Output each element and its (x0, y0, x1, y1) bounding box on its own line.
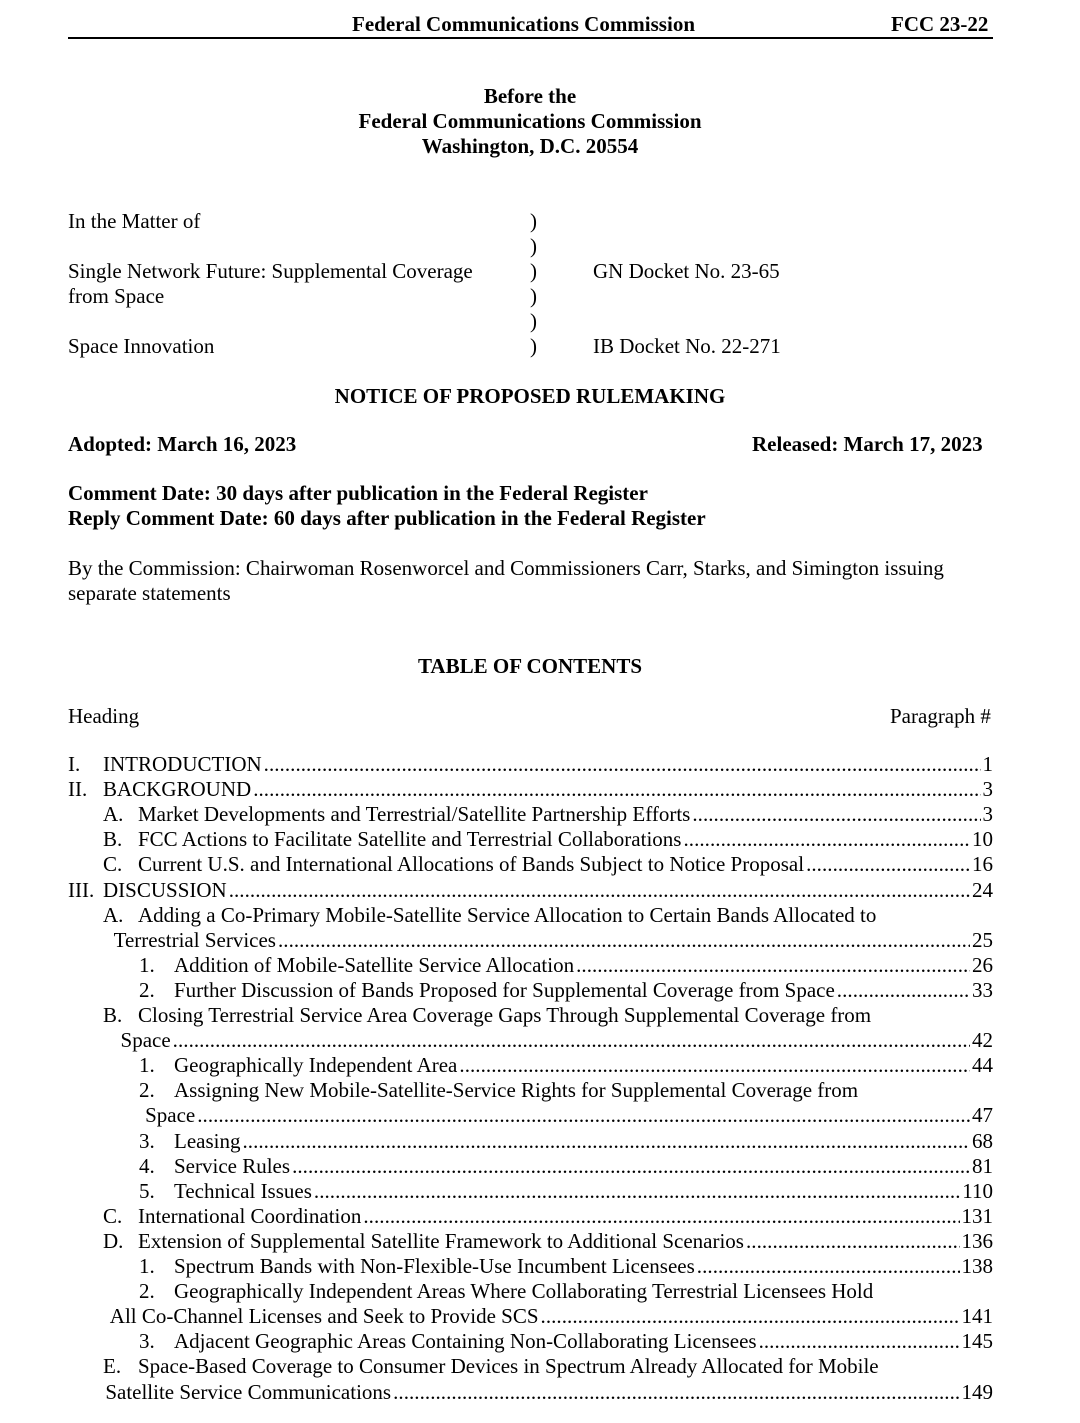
toc-entry[interactable] (68, 1003, 993, 1028)
toc-entry-number: B. (103, 827, 123, 852)
toc-entry-title: Extension of Supplemental Satellite Framework to Additional Scenarios (138, 1228, 744, 1253)
toc-entry-title-continued: Satellite Service Communications (105, 1379, 392, 1404)
matter-item-1-line-1: Single Network Future: Supplemental Coverage (68, 259, 473, 283)
toc-entry-title-continued: All Co-Channel Licenses and Seek to Provide SCS (109, 1304, 539, 1329)
toc-dot-leader (576, 953, 970, 978)
toc-entry-number: 4. (139, 1153, 155, 1178)
toc-entry-number: B. (103, 1003, 123, 1027)
toc-entry-paragraph-number: 3 (982, 777, 993, 802)
toc-entry-title: FCC Actions to Facilitate Satellite and Terrestrial Collaborations (138, 827, 682, 852)
toc-entry-paragraph-number: 16 (972, 852, 993, 877)
toc-entry-number: C. (103, 1203, 123, 1228)
toc-entry[interactable] (68, 1254, 993, 1279)
toc-dot-leader (197, 1103, 970, 1128)
toc-entry-title: Market Developments and Terrestrial/Satellite Partnership Efforts (138, 802, 691, 827)
toc-entry-title-continued: Terrestrial Services (113, 927, 276, 952)
toc-entry[interactable] (68, 1204, 993, 1229)
toc-entry[interactable] (68, 827, 993, 852)
toc-dot-leader (697, 1254, 960, 1279)
toc-entry[interactable] (68, 878, 993, 903)
toc-entry-title: Spectrum Bands with Non-Flexible-Use Incumbent Licensees (174, 1254, 695, 1278)
docket-number-ib: IB Docket No. 22-271 (593, 334, 781, 358)
header-rule (68, 37, 993, 39)
toc-entry-number: 3. (139, 1329, 155, 1354)
running-header-doc-number: FCC 23-22 (891, 12, 989, 36)
toc-entry-paragraph-number: 1 (982, 752, 993, 776)
toc-dot-leader (242, 1129, 970, 1154)
toc-entry-paragraph-number: 138 (961, 1254, 993, 1278)
reply-comment-date: Reply Comment Date: 60 days after publication in the Federal Register (68, 506, 706, 530)
toc-entry-paragraph-number: 47 (972, 1103, 993, 1128)
toc-entry-number: II. (68, 777, 88, 802)
toc-entry-number: 3. (139, 1128, 155, 1153)
released-date: Released: March 17, 2023 (752, 432, 983, 456)
toc-entry-title: Technical Issues (174, 1178, 312, 1203)
toc-dot-leader (292, 1154, 970, 1179)
matter-item-2: Space Innovation (68, 334, 215, 358)
toc-entry-paragraph-number: 33 (972, 977, 993, 1002)
toc-entry-title: Geographically Independent Areas Where Collaborating Terrestrial Licensees Hold (174, 1279, 874, 1304)
toc-entry[interactable] (68, 978, 993, 1003)
toc-entry-paragraph-number: 25 (972, 927, 993, 952)
in-the-matter-label: In the Matter of (68, 209, 201, 233)
toc-dot-leader (314, 1179, 960, 1204)
toc-entry-number: C. (103, 852, 123, 877)
toc-entry-paragraph-number: 68 (972, 1128, 993, 1153)
toc-entry-number: 2. (139, 1078, 155, 1103)
caption-paren: ) (530, 259, 537, 283)
toc-entry[interactable] (68, 1279, 993, 1304)
toc-entry-continuation[interactable] (68, 1304, 993, 1329)
toc-entry-number: 2. (139, 1279, 155, 1304)
caption-line-2: Federal Communications Commission (358, 109, 702, 133)
caption-paren: ) (530, 209, 537, 233)
caption-paren: ) (530, 334, 537, 358)
toc-entry-paragraph-number: 3 (982, 802, 993, 827)
running-header-agency: Federal Communications Commission (352, 12, 695, 36)
toc-entry-title: International Coordination (138, 1203, 362, 1228)
toc-entry[interactable] (68, 1229, 993, 1254)
toc-dot-leader (173, 1028, 970, 1053)
toc-dot-leader (806, 852, 970, 877)
toc-column-heading: Heading (68, 704, 140, 728)
toc-dot-leader (393, 1380, 959, 1405)
caption-paren: ) (530, 234, 537, 258)
by-commission-line-1: By the Commission: Chairwoman Rosenworcel and Commissioners Carr, Starks, and Simington issuing (68, 556, 944, 580)
toc-title: TABLE OF CONTENTS (417, 654, 643, 678)
toc-entry-continuation[interactable] (68, 1380, 993, 1405)
toc-entry-paragraph-number: 10 (972, 827, 993, 852)
toc-entry-number: A. (103, 802, 124, 827)
matter-item-1-line-2: from Space (68, 284, 165, 308)
toc-entry[interactable] (68, 752, 993, 777)
toc-entry[interactable] (68, 1329, 993, 1354)
toc-entry-title: DISCUSSION (103, 877, 227, 902)
comment-date: Comment Date: 30 days after publication in the Federal Register (68, 481, 648, 505)
toc-dot-leader (759, 1329, 960, 1354)
toc-entry-continuation[interactable] (68, 1103, 993, 1128)
toc-entry-paragraph-number: 24 (972, 877, 993, 902)
toc-entry-paragraph-number: 110 (962, 1178, 993, 1203)
toc-entry-title: Adjacent Geographic Areas Containing Non-Collaborating Licensees (174, 1329, 757, 1354)
toc-entry-number: 1. (139, 1254, 155, 1278)
toc-entry-title: Current U.S. and International Allocations of Bands Subject to Notice Proposal (138, 852, 805, 877)
toc-entry-number: 5. (139, 1178, 155, 1203)
toc-dot-leader (837, 978, 970, 1003)
toc-dot-leader (683, 827, 970, 852)
toc-entry[interactable] (68, 777, 993, 802)
toc-entry-title: BACKGROUND (103, 777, 252, 802)
toc-entry-title: Geographically Independent Area (174, 1053, 458, 1078)
toc-entry-title: Adding a Co-Primary Mobile-Satellite Service Allocation to Certain Bands Allocated to (138, 902, 877, 927)
toc-entry-title: Addition of Mobile-Satellite Service Allocation (174, 952, 575, 977)
toc-entry[interactable] (68, 1154, 993, 1179)
toc-dot-leader (363, 1204, 959, 1229)
toc-entry-title-continued: Space (120, 1028, 171, 1053)
toc-entry-paragraph-number: 149 (961, 1379, 993, 1404)
caption-line-1: Before the (483, 84, 577, 108)
toc-entry-number: 2. (139, 977, 155, 1002)
toc-entry-title: Service Rules (174, 1153, 291, 1178)
toc-entry-number: A. (103, 902, 124, 927)
toc-entry-number: 1. (139, 952, 155, 977)
toc-entry-paragraph-number: 26 (972, 952, 993, 977)
toc-entry-paragraph-number: 44 (972, 1053, 993, 1078)
caption-paren: ) (530, 284, 537, 308)
toc-entry-title: Assigning New Mobile-Satellite-Service Rights for Supplemental Coverage from (174, 1078, 859, 1103)
toc-dot-leader (253, 777, 980, 802)
toc-entry-title: Space-Based Coverage to Consumer Devices in Spectrum Already Allocated for Mobile (138, 1354, 879, 1379)
toc-entry-paragraph-number: 42 (972, 1028, 993, 1053)
toc-entry[interactable] (68, 1078, 993, 1103)
by-commission-line-2: separate statements (68, 581, 231, 605)
toc-entry-paragraph-number: 136 (961, 1228, 993, 1253)
toc-entry-continuation[interactable] (68, 928, 993, 953)
toc-entry[interactable] (68, 953, 993, 978)
toc-entry[interactable] (68, 852, 993, 877)
toc-dot-leader (264, 752, 981, 777)
toc-entry-title: Closing Terrestrial Service Area Coverage Gaps Through Supplemental Coverage from (138, 1003, 872, 1027)
caption-line-3: Washington, D.C. 20554 (421, 134, 639, 158)
toc-entry[interactable] (68, 802, 993, 827)
toc-entry-title-continued: Space (145, 1103, 196, 1128)
toc-entry-number: D. (103, 1228, 124, 1253)
toc-dot-leader (692, 802, 980, 827)
toc-entry-title: Further Discussion of Bands Proposed for Supplemental Coverage from Space (174, 977, 835, 1002)
toc-dot-leader (229, 878, 970, 903)
toc-dot-leader (541, 1304, 960, 1329)
toc-entry-number: III. (68, 877, 95, 902)
toc-dot-leader (278, 928, 970, 953)
toc-entry[interactable] (68, 903, 993, 928)
toc-column-paragraph: Paragraph # (890, 704, 991, 728)
toc-entry-title: INTRODUCTION (103, 752, 262, 776)
document-title: NOTICE OF PROPOSED RULEMAKING (334, 384, 726, 408)
toc-dot-leader (459, 1053, 970, 1078)
caption-paren: ) (530, 309, 537, 333)
toc-entry[interactable] (68, 1053, 993, 1078)
toc-entry-title: Leasing (174, 1128, 241, 1153)
toc-entry-number: 1. (139, 1053, 155, 1078)
toc-entry[interactable] (68, 1129, 993, 1154)
toc-entry[interactable] (68, 1354, 993, 1379)
toc-entry-continuation[interactable] (68, 1028, 993, 1053)
toc-dot-leader (746, 1229, 960, 1254)
toc-entry-paragraph-number: 81 (972, 1153, 993, 1178)
toc-entry-number: E. (103, 1354, 122, 1379)
adopted-date: Adopted: March 16, 2023 (68, 432, 297, 456)
toc-entry[interactable] (68, 1179, 993, 1204)
toc-entry-paragraph-number: 141 (961, 1304, 993, 1329)
toc-entry-paragraph-number: 145 (961, 1329, 993, 1354)
toc-entry-paragraph-number: 131 (961, 1203, 993, 1228)
docket-number-gn: GN Docket No. 23-65 (593, 259, 780, 283)
toc-entry-number: I. (68, 752, 81, 776)
